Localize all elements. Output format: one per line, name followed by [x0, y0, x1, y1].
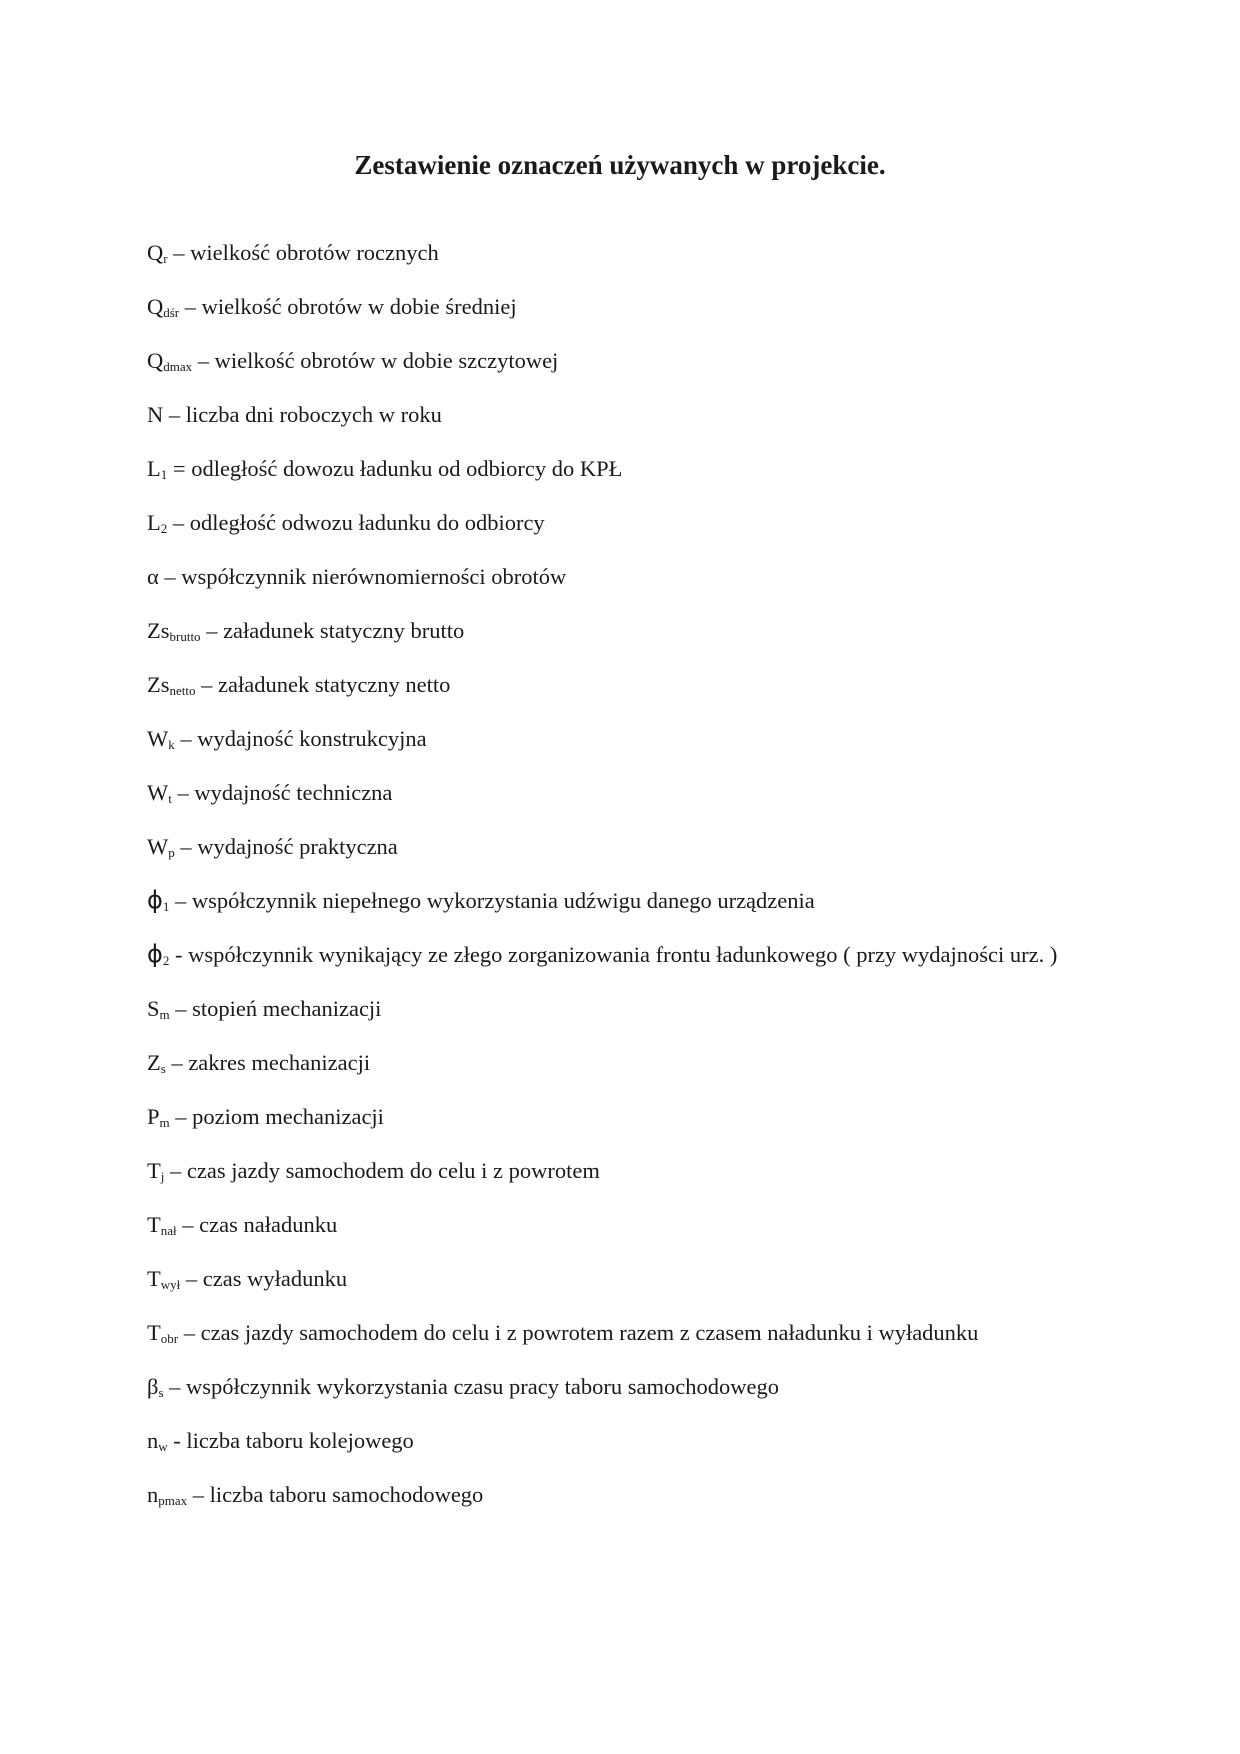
symbol: T [147, 1320, 161, 1345]
definition: – odległość odwozu ładunku do odbiorcy [167, 510, 545, 535]
symbol: L [147, 510, 161, 535]
symbol-subscript: dśr [163, 305, 180, 320]
list-item [147, 992, 1107, 1025]
definition: – czas jazdy samochodem do celu i z powrotem razem z czasem naładunku i wyładunku [178, 1320, 979, 1345]
list-item [147, 1046, 1107, 1079]
definition: – załadunek statyczny brutto [200, 618, 465, 643]
symbol-subscript: m [159, 1007, 170, 1022]
definition: - liczba taboru kolejowego [167, 1428, 414, 1453]
list-item [147, 290, 1107, 323]
definition: – liczba taboru samochodowego [187, 1482, 484, 1507]
list-item [147, 938, 1107, 971]
list-item [147, 1424, 1107, 1457]
symbol-subscript: wył [160, 1277, 181, 1292]
symbol-subscript: m [159, 1115, 170, 1130]
symbol: N [147, 402, 164, 427]
symbol: W [147, 726, 169, 751]
symbol-subscript: dmax [163, 359, 193, 374]
definition: = odległość dowozu ładunku od odbiorcy do KPŁ [167, 456, 623, 481]
symbol-subscript: j [160, 1169, 165, 1184]
list-item [147, 1478, 1107, 1511]
symbol-subscript: nał [160, 1223, 177, 1238]
symbol-subscript: w [158, 1439, 168, 1454]
symbol-subscript: t [168, 791, 172, 806]
list-item [147, 1100, 1107, 1133]
list-item [147, 398, 1107, 431]
definition: – zakres mechanizacji [165, 1050, 371, 1075]
symbol-subscript: obr [160, 1331, 179, 1346]
symbol: n [147, 1428, 159, 1453]
definition: – wielkość obrotów w dobie średniej [179, 294, 517, 319]
symbol-subscript: k [168, 737, 175, 752]
symbol-subscript: 1 [162, 899, 170, 914]
list-item [147, 1262, 1107, 1295]
definition: – czas naładunku [176, 1212, 338, 1237]
symbol: W [147, 834, 169, 859]
definition: – stopień mechanizacji [169, 996, 382, 1021]
definition: - współczynnik wynikający ze złego zorganizowania frontu ładunkowego ( przy wydajności urz. ) [169, 942, 1058, 967]
list-item [147, 614, 1107, 647]
symbol: Q [147, 294, 164, 319]
definition: – wydajność techniczna [171, 780, 393, 805]
list-item [147, 1370, 1107, 1403]
list-item [147, 1208, 1107, 1241]
list-item [147, 344, 1107, 377]
definition: – współczynnik wykorzystania czasu pracy taboru samochodowego [163, 1374, 779, 1399]
symbol: n [147, 1482, 159, 1507]
symbol-subscript: p [168, 845, 175, 860]
symbol: Q [147, 240, 164, 265]
list-item [147, 668, 1107, 701]
symbol: Q [147, 348, 164, 373]
list-item [147, 722, 1107, 755]
list-item [147, 830, 1107, 863]
definition: – czas jazdy samochodem do celu i z powrotem [164, 1158, 600, 1183]
symbol-subscript: 2 [162, 953, 170, 968]
symbol-subscript: netto [169, 683, 196, 698]
phi-symbol: ϕ [147, 940, 163, 968]
notation-list [147, 236, 1107, 1532]
list-item [147, 776, 1107, 809]
symbol: Zs [147, 672, 170, 697]
page-title: Zestawienie oznaczeń używanych w projekcie. [354, 150, 886, 180]
symbol: W [147, 780, 169, 805]
symbol-subscript: s [160, 1061, 166, 1076]
symbol: Zs [147, 618, 170, 643]
definition: – wydajność praktyczna [174, 834, 398, 859]
definition: – współczynnik nierównomierności obrotów [158, 564, 567, 589]
list-item [147, 1154, 1107, 1187]
list-item [147, 236, 1107, 269]
definition: – załadunek statyczny netto [195, 672, 451, 697]
definition: – wielkość obrotów w dobie szczytowej [192, 348, 559, 373]
symbol-subscript: brutto [169, 629, 201, 644]
symbol: T [147, 1212, 161, 1237]
definition: – poziom mechanizacji [169, 1104, 384, 1129]
list-item [147, 884, 1107, 917]
symbol-subscript: 2 [160, 521, 168, 536]
symbol: S [147, 996, 160, 1021]
symbol: Z [147, 1050, 161, 1075]
definition: – współczynnik niepełnego wykorzystania udźwigu danego urządzenia [169, 888, 815, 913]
symbol: β [147, 1374, 159, 1399]
symbol: L [147, 456, 161, 481]
definition: – liczba dni roboczych w roku [163, 402, 442, 427]
symbol-subscript: r [163, 251, 168, 266]
symbol: P [147, 1104, 160, 1129]
symbol-subscript: 1 [160, 467, 168, 482]
symbol-subscript: s [158, 1385, 164, 1400]
list-item [147, 506, 1107, 539]
list-item [147, 560, 1107, 593]
list-item [147, 1316, 1107, 1349]
symbol: α [147, 564, 159, 589]
definition: – wielkość obrotów rocznych [167, 240, 439, 265]
symbol-subscript: pmax [158, 1493, 188, 1508]
definition: – wydajność konstrukcyjna [174, 726, 427, 751]
definition: – czas wyładunku [180, 1266, 348, 1291]
symbol: T [147, 1158, 161, 1183]
phi-symbol: ϕ [147, 886, 163, 914]
list-item [147, 452, 1107, 485]
symbol: T [147, 1266, 161, 1291]
